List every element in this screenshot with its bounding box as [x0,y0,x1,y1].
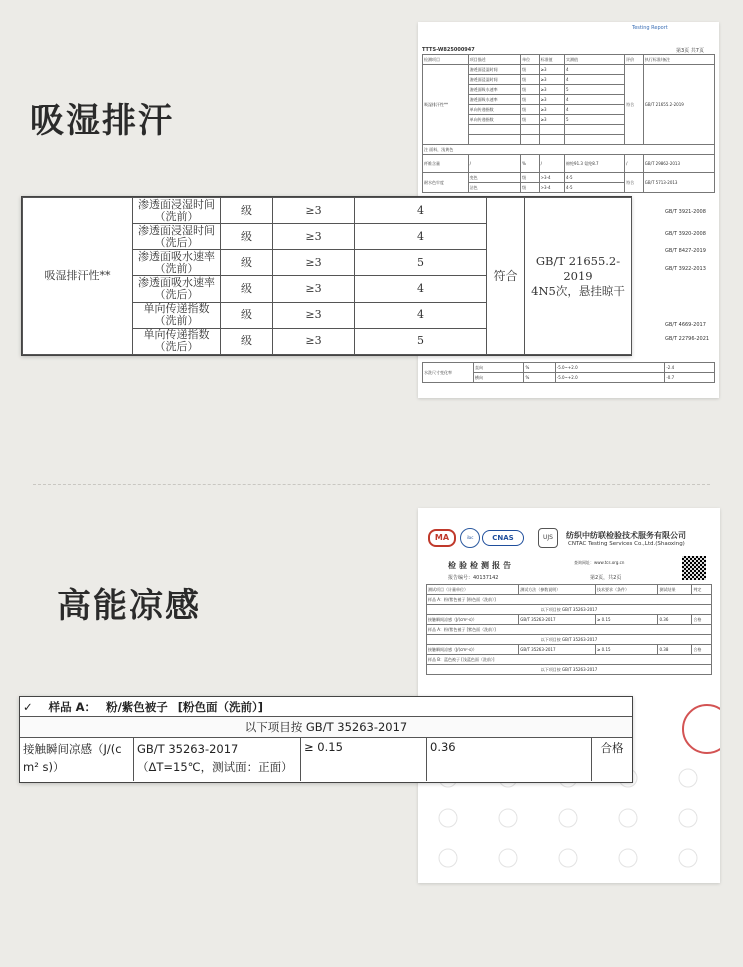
group-label: 吸湿排汗性** [23,198,133,355]
org-name-cn: 纺织中纺联检验技术服务有限公司 [566,531,686,540]
verdict-cell: 合格 [600,741,624,755]
item-cell: 单向传递指数 （洗前） [133,302,221,328]
unit-cell: 级 [221,276,273,302]
result-row [20,738,632,781]
report-number: TTTS-W825000947 [422,47,475,53]
standard-cell: GB/T 21655.2-2019 4N5次，悬挂晾干 [525,198,632,355]
report2-table: 测试项目（计量单位） 测试方法（参数说明） 技术要求（条件） 测试结果 判定 样品 A：粉/紫色被子 [粉色面（洗前）] 以下项目按 GB/T 35263-2017 接触瞬间凉感（J/(cm²·s)） GB/T 35263-2017 ≥ 0.15 0.36 合格 样品 A：粉/紫色被子 [紫色面（洗前）] 以下项目按 GB/T 35263-2017 接触瞬间凉感（J/(cm²·s)） GB/T 35263-2017 ≥ 0.15 0.38 合格 样品 B：蓝色被子 [浅蓝色面（洗前）] 以下项目按 GB/T 35263-2017 [426,584,712,675]
sample-row: ✓ 样品 A： 粉/紫色被子 [粉色面（洗前）] [20,697,632,717]
item-cell: 接触瞬间凉感（J/(c m² s)） [20,738,134,781]
value-cell: 4 [355,198,487,224]
verdict-cell: 符合 [487,198,525,355]
section-title-moisture-wicking: 吸湿排汗 [30,101,174,141]
right-std-5: GB/T 4669-2017 [665,322,706,328]
zoomed-cooling-table [19,696,633,783]
value-cell: 5 [355,250,487,276]
report-page-2: 第2页，共2页 [590,575,622,581]
item-cell: 渗透面吸水速率 （洗后） [133,276,221,302]
value-cell: 5 [355,328,487,354]
value-cell: 4 [355,276,487,302]
section-title-cooling: 高能凉感 [57,586,201,626]
standard-row: 以下项目按 GB/T 35263-2017 [20,717,632,738]
std-cell: ≥3 [273,328,355,354]
unit-cell: 级 [221,328,273,354]
std-cell: ≥3 [273,276,355,302]
std-cell: ≥3 [273,302,355,328]
method-cell: GB/T 35263-2017 （ΔT=15℃，测试面：正面） [134,738,301,781]
check-icon: ✓ [23,700,33,714]
report-table-top: 检测项目 项目描述 单位 标准值 实测值 评价 执行标准/备注 吸湿排汗性** 渗透面浸湿时间 级 ≥3 4 符合 GB/T 21655.2-2019 渗透面浸湿时间 级 ≥3 4 渗透面吸水速率 级 ≥3 5 渗透面吸水速率 级 ≥3 4 单向传递指数 级 ≥3 4 单向传递指数 级 ≥3 5 注 面料，浅黄色 纤维含量 / % / 棉纶91.3 氨纶8.7 / GB/T 29862-2013 耐水色牢度 变色 级 >3-4 4-5 符合 GB/T 5713-2013 沾色 级 >3-4 4-5 [422,54,715,193]
report-header: Testing Report [632,25,668,31]
right-std-6: GB/T 22796-2021 [665,336,710,342]
std-cell: ≥3 [273,224,355,250]
ma-logo-icon: MA [428,529,456,547]
item-cell: 单向传递指数 （洗后） [133,328,221,354]
requirement-cell: ≥ 0.15 [301,738,427,781]
website: 查询网址：www.tcs.org.cn [574,560,625,565]
std-cell: ≥3 [273,198,355,224]
value-cell: 4 [355,224,487,250]
report-page: 第3页 共7页 [676,48,704,54]
report-no: 报告编号：40137142 [448,575,499,581]
unit-cell: 级 [221,224,273,250]
ujs-logo-icon: UJS [538,528,558,548]
ilac-logo-icon: ilac [460,528,480,548]
item-cell: 渗透面浸湿时间 （洗前） [133,198,221,224]
org-name-en: CNTAC Testing Services Co.,Ltd.(Shaoxing) [568,541,685,547]
result-cell: 0.36 [427,738,592,781]
item-cell: 渗透面浸湿时间 （洗后） [133,224,221,250]
zoomed-moisture-table [21,196,632,356]
red-seal-icon [682,704,720,754]
section-divider [33,484,710,485]
report-table-bottom: 水洗尺寸变化率 直向 % -5.0~+2.0 -2.4 横向 % -5.0~+2.0 -0.7 [422,362,715,383]
report-title: 检验检测报告 [448,561,514,570]
item-cell: 渗透面吸水速率 （洗前） [133,250,221,276]
right-std-3: GB/T 8427-2019 [665,248,706,254]
unit-cell: 级 [221,250,273,276]
right-std-2: GB/T 3920-2008 [665,231,706,237]
cnas-logo-icon: CNAS [482,530,524,546]
unit-cell: 级 [221,198,273,224]
std-cell: ≥3 [273,250,355,276]
qr-code-icon [682,556,706,580]
unit-cell: 级 [221,302,273,328]
right-std-1: GB/T 3921-2008 [665,209,706,215]
right-std-4: GB/T 3922-2013 [665,266,706,272]
value-cell: 4 [355,302,487,328]
